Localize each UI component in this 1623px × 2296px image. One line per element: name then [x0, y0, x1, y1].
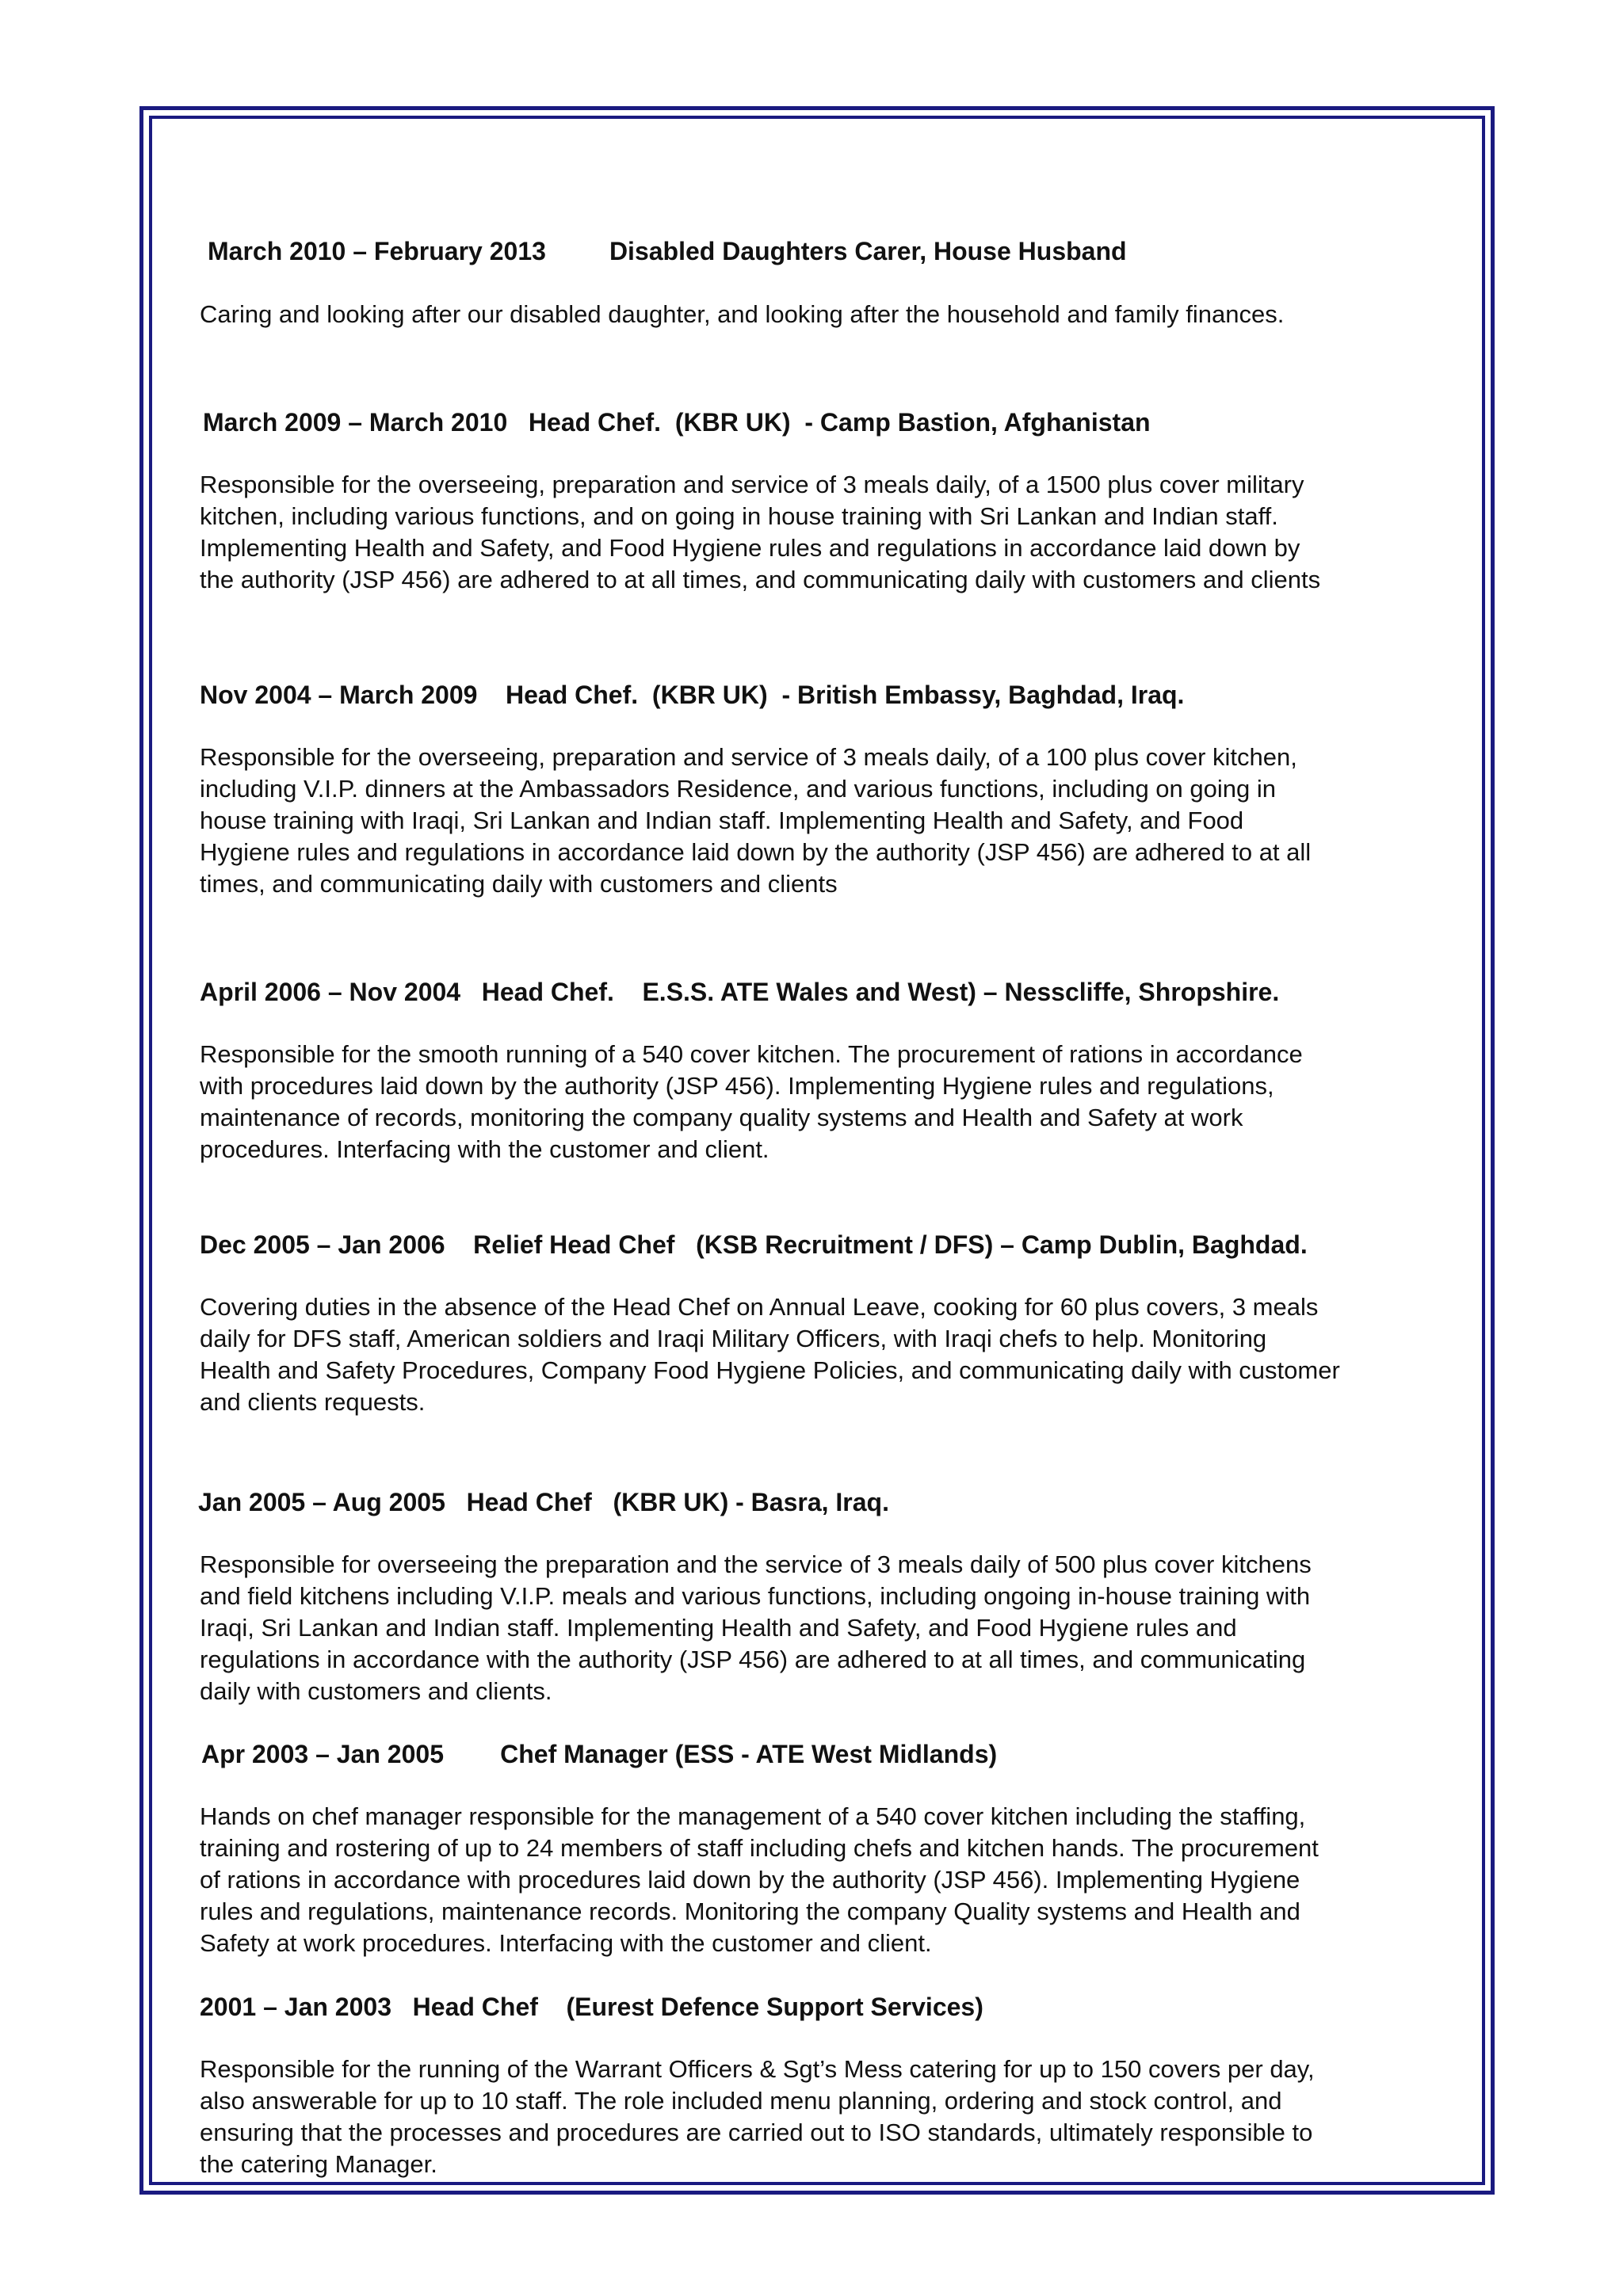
- job-description: [200, 1549, 1484, 1707]
- description-line: Responsible for the running of the Warrant Officers & Sgt’s Mess catering for up to 150 covers per day,: [200, 2055, 1315, 2083]
- description-line: Hands on chef manager responsible for the management of a 540 cover kitchen including the staffing,: [200, 1802, 1306, 1830]
- description-line: house training with Iraqi, Sri Lankan and Indian staff. Implementing Health and Safety, and Food: [200, 807, 1244, 834]
- job-heading: March 2009 – March 2010 Head Chef. (KBR UK) - Camp Bastion, Afghanistan: [203, 408, 1151, 437]
- job-heading: Apr 2003 – Jan 2005 Chef Manager (ESS - ATE West Midlands): [201, 1740, 998, 1768]
- description-line: Implementing Health and Safety, and Food Hygiene rules and regulations in accordance laid down by: [200, 534, 1300, 562]
- description-line: rules and regulations, maintenance records. Monitoring the company Quality systems and Health and: [200, 1897, 1300, 1925]
- description-line: daily with customers and clients.: [200, 1677, 552, 1705]
- description-line: Responsible for the overseeing, preparation and service of 3 meals daily, of a 1500 plus cover military: [200, 471, 1304, 498]
- job-heading: 2001 – Jan 2003 Head Chef (Eurest Defence Support Services): [200, 1993, 983, 2021]
- job-heading: Jan 2005 – Aug 2005 Head Chef (KBR UK) - Basra, Iraq.: [198, 1488, 889, 1516]
- description-line: Safety at work procedures. Interfacing with the customer and client.: [200, 1929, 932, 1957]
- description-line: regulations in accordance with the authority (JSP 456) are adhered to at all times, and communicating: [200, 1646, 1306, 1673]
- job-description: [200, 742, 1484, 900]
- job-description: [200, 1291, 1484, 1418]
- description-line: ensuring that the processes and procedures are carried out to ISO standards, ultimately responsible to: [200, 2119, 1313, 2146]
- description-line: and field kitchens including V.I.P. meals and various functions, including ongoing in-house training with: [200, 1582, 1311, 1610]
- job-description: [200, 299, 1484, 330]
- description-line: procedures. Interfacing with the customer and client.: [200, 1135, 769, 1163]
- job-heading: Nov 2004 – March 2009 Head Chef. (KBR UK) - British Embassy, Baghdad, Iraq.: [200, 681, 1185, 709]
- description-line: with procedures laid down by the authority (JSP 456). Implementing Hygiene rules and regulations,: [200, 1072, 1274, 1100]
- description-line: Caring and looking after our disabled daughter, and looking after the household and family finances.: [200, 300, 1285, 328]
- description-line: Responsible for overseeing the preparation and the service of 3 meals daily of 500 plus cover kitchens: [200, 1550, 1312, 1578]
- description-line: the catering Manager.: [200, 2150, 437, 2178]
- description-line: training and rostering of up to 24 members of staff including chefs and kitchen hands. The procurement: [200, 1834, 1319, 1862]
- description-line: maintenance of records, monitoring the company quality systems and Health and Safety at work: [200, 1104, 1243, 1131]
- job-description: [200, 2054, 1484, 2180]
- description-line: Health and Safety Procedures, Company Food Hygiene Policies, and communicating daily with customer: [200, 1356, 1340, 1384]
- description-line: including V.I.P. dinners at the Ambassadors Residence, and various functions, including on going in: [200, 775, 1276, 803]
- job-heading: March 2010 – February 2013 Disabled Daughters Carer, House Husband: [208, 237, 1127, 265]
- job-heading: Dec 2005 – Jan 2006 Relief Head Chef (KSB Recruitment / DFS) – Camp Dublin, Baghdad.: [200, 1230, 1308, 1259]
- description-line: times, and communicating daily with customers and clients: [200, 870, 838, 898]
- description-line: also answerable for up to 10 staff. The role included menu planning, ordering and stock control, and: [200, 2087, 1282, 2115]
- description-line: Iraqi, Sri Lankan and Indian staff. Implementing Health and Safety, and Food Hygiene rules and: [200, 1614, 1237, 1642]
- description-line: Responsible for the smooth running of a 540 cover kitchen. The procurement of rations in accordance: [200, 1040, 1303, 1068]
- description-line: the authority (JSP 456) are adhered to at all times, and communicating daily with customers and clients: [200, 566, 1321, 593]
- description-line: kitchen, including various functions, and on going in house training with Sri Lankan and Indian staff.: [200, 502, 1278, 530]
- description-line: Covering duties in the absence of the Head Chef on Annual Leave, cooking for 60 plus covers, 3 meals: [200, 1293, 1319, 1321]
- job-description: [200, 1039, 1484, 1165]
- job-description: [200, 1801, 1484, 1959]
- job-description: [200, 469, 1484, 596]
- description-line: of rations in accordance with procedures laid down by the authority (JSP 456). Implementing Hygiene: [200, 1866, 1300, 1894]
- description-line: Hygiene rules and regulations in accordance laid down by the authority (JSP 456) are adhered to at all: [200, 838, 1312, 866]
- description-line: Responsible for the overseeing, preparation and service of 3 meals daily, of a 100 plus cover kitchen,: [200, 743, 1297, 771]
- description-line: daily for DFS staff, American soldiers and Iraqi Military Officers, with Iraqi chefs to help. Monitoring: [200, 1325, 1267, 1352]
- job-heading: April 2006 – Nov 2004 Head Chef. E.S.S. ATE Wales and West) – Nesscliffe, Shropshire.: [200, 978, 1280, 1006]
- description-line: and clients requests.: [200, 1388, 426, 1416]
